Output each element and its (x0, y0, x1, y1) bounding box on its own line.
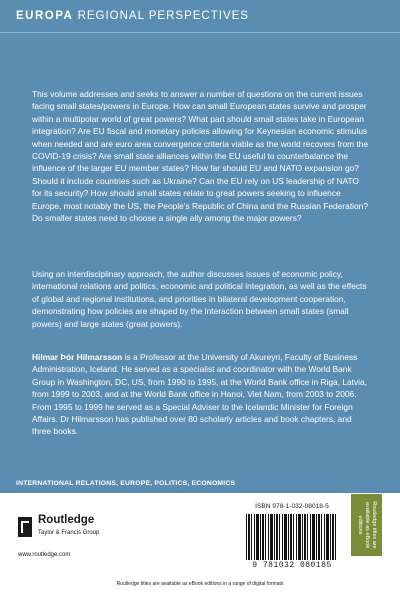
author-bio-text: is a Professor at the University of Akureyri, Faculty of Business Administration, Iceland. He served as a specialist and coordinator with the World Bank Group in Washington, DC, US, from 1990 to 1995, at the World Bank office in Riga, Latvia, from 1999 to 2003, and at the World Bank office in Hanoi, Viet Nam, from 2003 to 2006. From 1995 to 1999 he served as a Special Adviser to the Icelandic Minister for Foreign Affairs. Dr Hilmarsson has published over 80 scholarly articles and book chapters, and three books. (32, 352, 368, 437)
author-bio (32, 351, 370, 438)
routledge-logo-icon (18, 517, 32, 537)
author-name: Hilmar Þór Hilmarsson (32, 352, 123, 362)
publisher-website: www.routledge.com (18, 552, 71, 558)
ebook-badge-text: Routledge titles are available as eBook editions (357, 501, 377, 549)
subject-categories: INTERNATIONAL RELATIONS, EUROPE, POLITICS, ECONOMICS (16, 480, 236, 487)
blurb-paragraph-1 (32, 88, 370, 224)
series-title (16, 10, 249, 22)
publisher-name: Routledge (38, 514, 95, 526)
isbn-label: ISBN 978-1-032-08018-5 (255, 503, 329, 510)
series-title-bold: EUROPA (16, 10, 74, 22)
blurb-paragraph-2 (32, 268, 370, 330)
barcode-bars (246, 514, 338, 560)
divider (0, 32, 400, 33)
ebook-footnote: Routledge titles are available as eBook editions in a range of digital formats (116, 581, 284, 587)
publisher-group: Taylor & Francis Group (38, 530, 100, 536)
ebook-badge (351, 494, 382, 556)
blurb-text-1: This volume addresses and seeks to answer a number of questions on the current issues facing small states/powers in Europe. How can small European states survive and prosper within a multipolar world of great powers? What part should small states take in European integration? Are EU fiscal and monetary policies allowing for Keynesian economic stimulus when needed and are euro area convergence criteria viable as the world recovers from the COVID-19 crisis? Are small state alliances within the EU useful to counterbalance the influence of the larger EU member states? How far should EU and NATO expansion go? Should it include countries such as Ukraine? Can the EU rely on US leadership of NATO for its security? How should small states relate to great powers seeking to influence Europe, most notably the US, the People’s Republic of China and the Russian Federation? Do smaller states need to choose a single ally among the major powers? (32, 89, 369, 224)
barcode (240, 503, 344, 575)
series-title-rest: REGIONAL PERSPECTIVES (77, 10, 249, 22)
blurb-text-2: Using an interdisciplinary approach, the author discusses issues of economic policy, international relations and politics, economic and political integration, as well as the effects of global and regional institutions, and priorities in bilateral development cooperation, demonstrating how policies are shaped by the interaction between small states (small powers) and large states (great powers). (32, 269, 367, 329)
barcode-digits: 9 781032 080185 (252, 561, 332, 570)
